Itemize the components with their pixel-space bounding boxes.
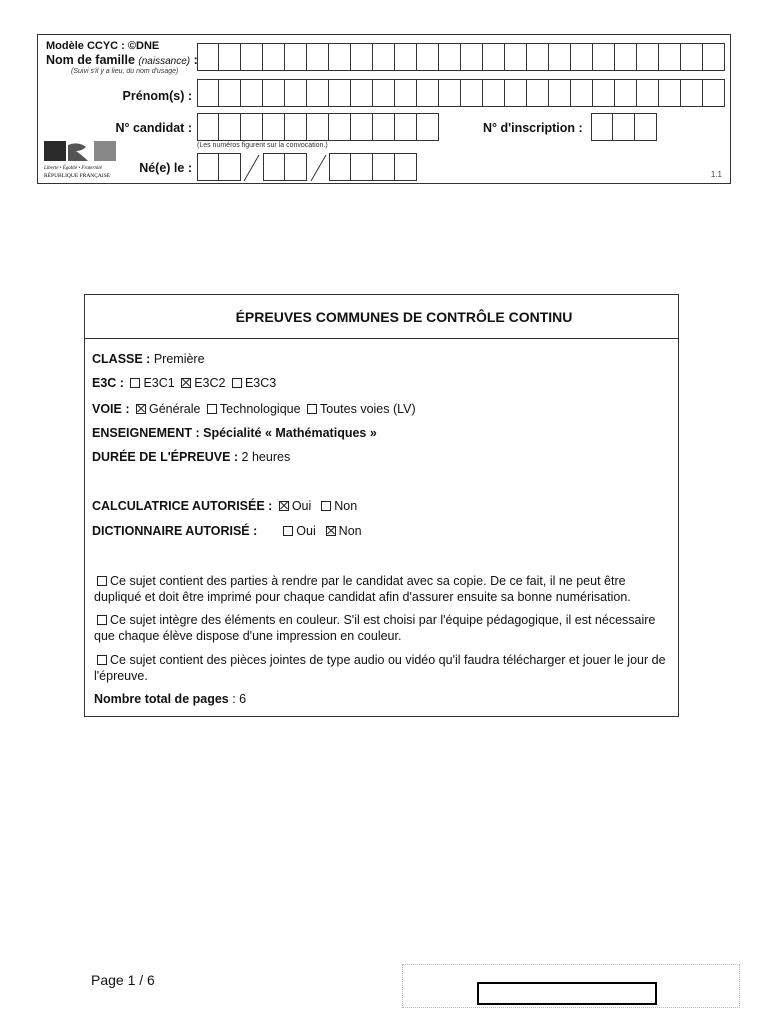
note-color — [94, 612, 669, 644]
voie-row — [92, 402, 416, 416]
logo-motto: Liberté • Égalité • Fraternité — [44, 166, 102, 171]
e3c2-checkbox[interactable] — [181, 378, 191, 388]
note1-checkbox[interactable] — [97, 576, 107, 586]
voie-toutes-label: Toutes voies (LV) — [320, 402, 416, 416]
date-separator — [311, 155, 327, 181]
exam-info-table — [84, 294, 679, 717]
e3c1-checkbox[interactable] — [130, 378, 140, 388]
e3c2-label: E3C2 — [194, 376, 226, 390]
family-name-text: Nom de famille — [46, 53, 135, 67]
voie-generale-checkbox[interactable] — [136, 404, 146, 414]
e3c-label: E3C : — [92, 376, 124, 390]
e3c3-checkbox[interactable] — [232, 378, 242, 388]
family-name-colon: : — [190, 53, 198, 67]
note3-checkbox[interactable] — [97, 655, 107, 665]
family-name-label — [46, 53, 198, 67]
note-media — [94, 652, 669, 684]
duree-label: DURÉE DE L'ÉPREUVE : — [92, 450, 239, 464]
e3c-row — [92, 376, 276, 390]
page-number: Page 1 / 6 — [91, 972, 155, 988]
candidate-id-box — [37, 34, 731, 184]
dictionnaire-oui-checkbox[interactable] — [283, 526, 293, 536]
note2-checkbox[interactable] — [97, 615, 107, 625]
note1-text: Ce sujet contient des parties à rendre par le candidat avec sa copie. De ce fait, il ne peut être dupliqué et doit être imprimé pour chaque candidat afin d'assurer ensuite sa bonne numérisation. — [94, 574, 631, 604]
family-name-subnote: (Suivi s'il y a lieu, du nom d'usage) — [71, 68, 179, 75]
dictionnaire-non-checkbox[interactable] — [326, 526, 336, 536]
enseignement-row: ENSEIGNEMENT : Spécialité « Mathématiques » — [92, 426, 377, 440]
inscription-field[interactable] — [591, 113, 657, 141]
logo-name: RÉPUBLIQUE FRANÇAISE — [44, 173, 111, 179]
inscription-label: N° d'inscription : — [483, 121, 583, 135]
calculatrice-non-checkbox[interactable] — [321, 501, 331, 511]
form-version: 1.1 — [710, 170, 722, 179]
dictionnaire-label: DICTIONNAIRE AUTORISÉ : — [92, 524, 258, 538]
classe-label: CLASSE : — [92, 352, 151, 366]
e3c1-label: E3C1 — [143, 376, 175, 390]
calculatrice-row — [92, 499, 357, 513]
date-separator — [244, 155, 260, 181]
birth-day-field[interactable] — [197, 153, 241, 181]
birth-year-field[interactable] — [329, 153, 417, 181]
candidate-number-label: N° candidat : — [115, 121, 192, 135]
calculatrice-oui-label: Oui — [291, 499, 312, 513]
candidate-number-note: (Les numéros figurent sur la convocation.) — [197, 142, 328, 149]
voie-generale-label: Générale — [149, 402, 201, 416]
firstname-label: Prénom(s) : — [122, 89, 192, 103]
voie-label: VOIE : — [92, 402, 130, 416]
note3-text: Ce sujet contient des pièces jointes de type audio ou vidéo qu'il faudra télécharger et jouer le jour de l'épreuve. — [94, 653, 666, 683]
family-name-note: (naissance) — [138, 56, 191, 67]
candidate-number-field[interactable] — [197, 113, 439, 141]
note-copy-return — [94, 573, 669, 605]
dictionnaire-non-label: Non — [338, 524, 362, 538]
model-label: Modèle CCYC : ©DNE — [46, 40, 160, 52]
footer-code-box — [477, 982, 657, 1005]
calculatrice-oui-checkbox[interactable] — [279, 501, 289, 511]
classe-row — [92, 352, 205, 366]
dictionnaire-oui-label: Oui — [296, 524, 316, 538]
calculatrice-label: CALCULATRICE AUTORISÉE : — [92, 499, 273, 513]
total-pages-row — [94, 691, 669, 707]
calculatrice-non-label: Non — [334, 499, 358, 513]
voie-toutes-checkbox[interactable] — [307, 404, 317, 414]
birthdate-label: Né(e) le : — [139, 161, 192, 175]
e3c3-label: E3C3 — [244, 376, 277, 390]
total-pages-label: Nombre total de pages — [94, 692, 229, 706]
exam-title: ÉPREUVES COMMUNES DE CONTRÔLE CONTINU — [85, 295, 678, 339]
note2-text: Ce sujet intègre des éléments en couleur. S'il est choisi par l'équipe pédagogique, il est nécessaire que chaque élève dispose d'une impression en couleur. — [94, 613, 656, 643]
firstname-field[interactable] — [197, 79, 725, 107]
birth-month-field[interactable] — [263, 153, 307, 181]
family-name-field[interactable] — [197, 43, 725, 71]
total-pages-value: : 6 — [232, 692, 247, 706]
duree-row — [92, 450, 290, 464]
dictionnaire-row — [92, 524, 362, 538]
classe-value: Première — [153, 352, 205, 366]
voie-techno-label: Technologique — [219, 402, 301, 416]
duree-value: 2 heures — [241, 450, 291, 464]
voie-techno-checkbox[interactable] — [207, 404, 217, 414]
